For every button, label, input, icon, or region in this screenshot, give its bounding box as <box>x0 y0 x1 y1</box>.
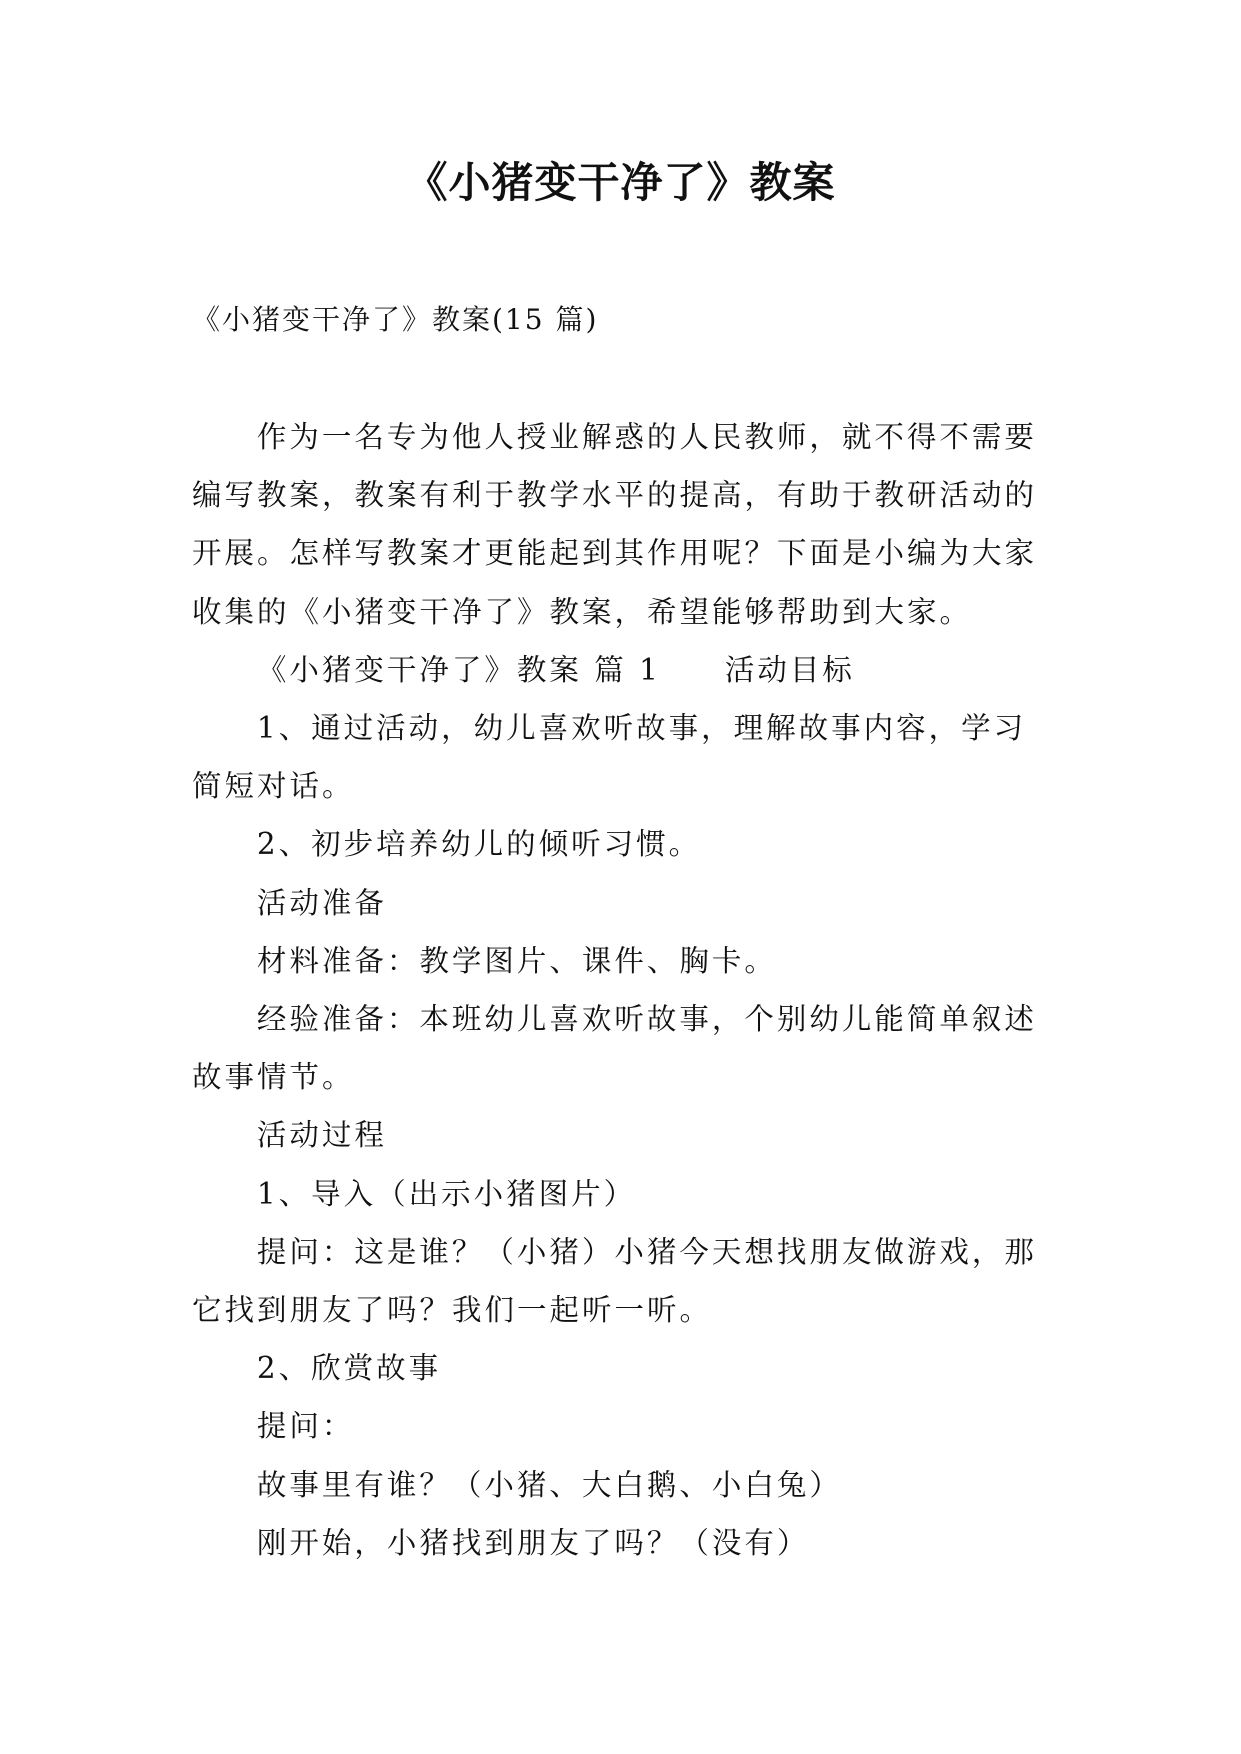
document-subtitle: 《小猪变干净了》教案(15 篇) <box>192 303 599 336</box>
document-title: 《小猪变干净了》教案 <box>405 158 836 207</box>
step-2-q1: 故事里有谁？（小猪、大白鹅、小白兔） <box>256 1467 842 1502</box>
prep-heading: 活动准备 <box>256 885 387 920</box>
goal-1: 1、通过活动，幼儿喜欢听故事，理解故事内容，学习简短对话。 <box>192 711 1027 804</box>
section-heading-line <box>192 641 1050 699</box>
goal-heading: 活动目标 <box>724 652 855 687</box>
intro-paragraph: 作为一名专为他人授业解惑的人民教师，就不得不需要编写教案，教案有利于教学水平的提高，有助于教研活动的开展。怎样写教案才更能起到其作用呢？下面是小编为大家收集的《小猪变干净了》教案，希望能够帮助到大家。 <box>192 420 1038 629</box>
step-2: 2、欣赏故事 <box>256 1351 442 1386</box>
step-1-question: 提问：这是谁？（小猪）小猪今天想找朋友做游戏，那它找到朋友了吗？我们一起听一听。 <box>192 1234 1037 1328</box>
document-body <box>192 408 1050 1572</box>
goal-2: 2、初步培养幼儿的倾听习惯。 <box>256 827 702 862</box>
step-2-q2: 刚开始，小猪找到朋友了吗？（没有） <box>256 1525 810 1560</box>
step-1: 1、导入（出示小猪图片） <box>256 1176 637 1211</box>
step-2-question-label: 提问： <box>256 1409 355 1444</box>
section-heading: 《小猪变干净了》教案 篇 1 <box>256 652 661 687</box>
prep-material: 材料准备：教学图片、课件、胸卡。 <box>256 943 777 978</box>
process-heading: 活动过程 <box>256 1118 387 1153</box>
prep-experience: 经验准备：本班幼儿喜欢听故事，个别幼儿能简单叙述故事情节。 <box>192 1002 1037 1095</box>
